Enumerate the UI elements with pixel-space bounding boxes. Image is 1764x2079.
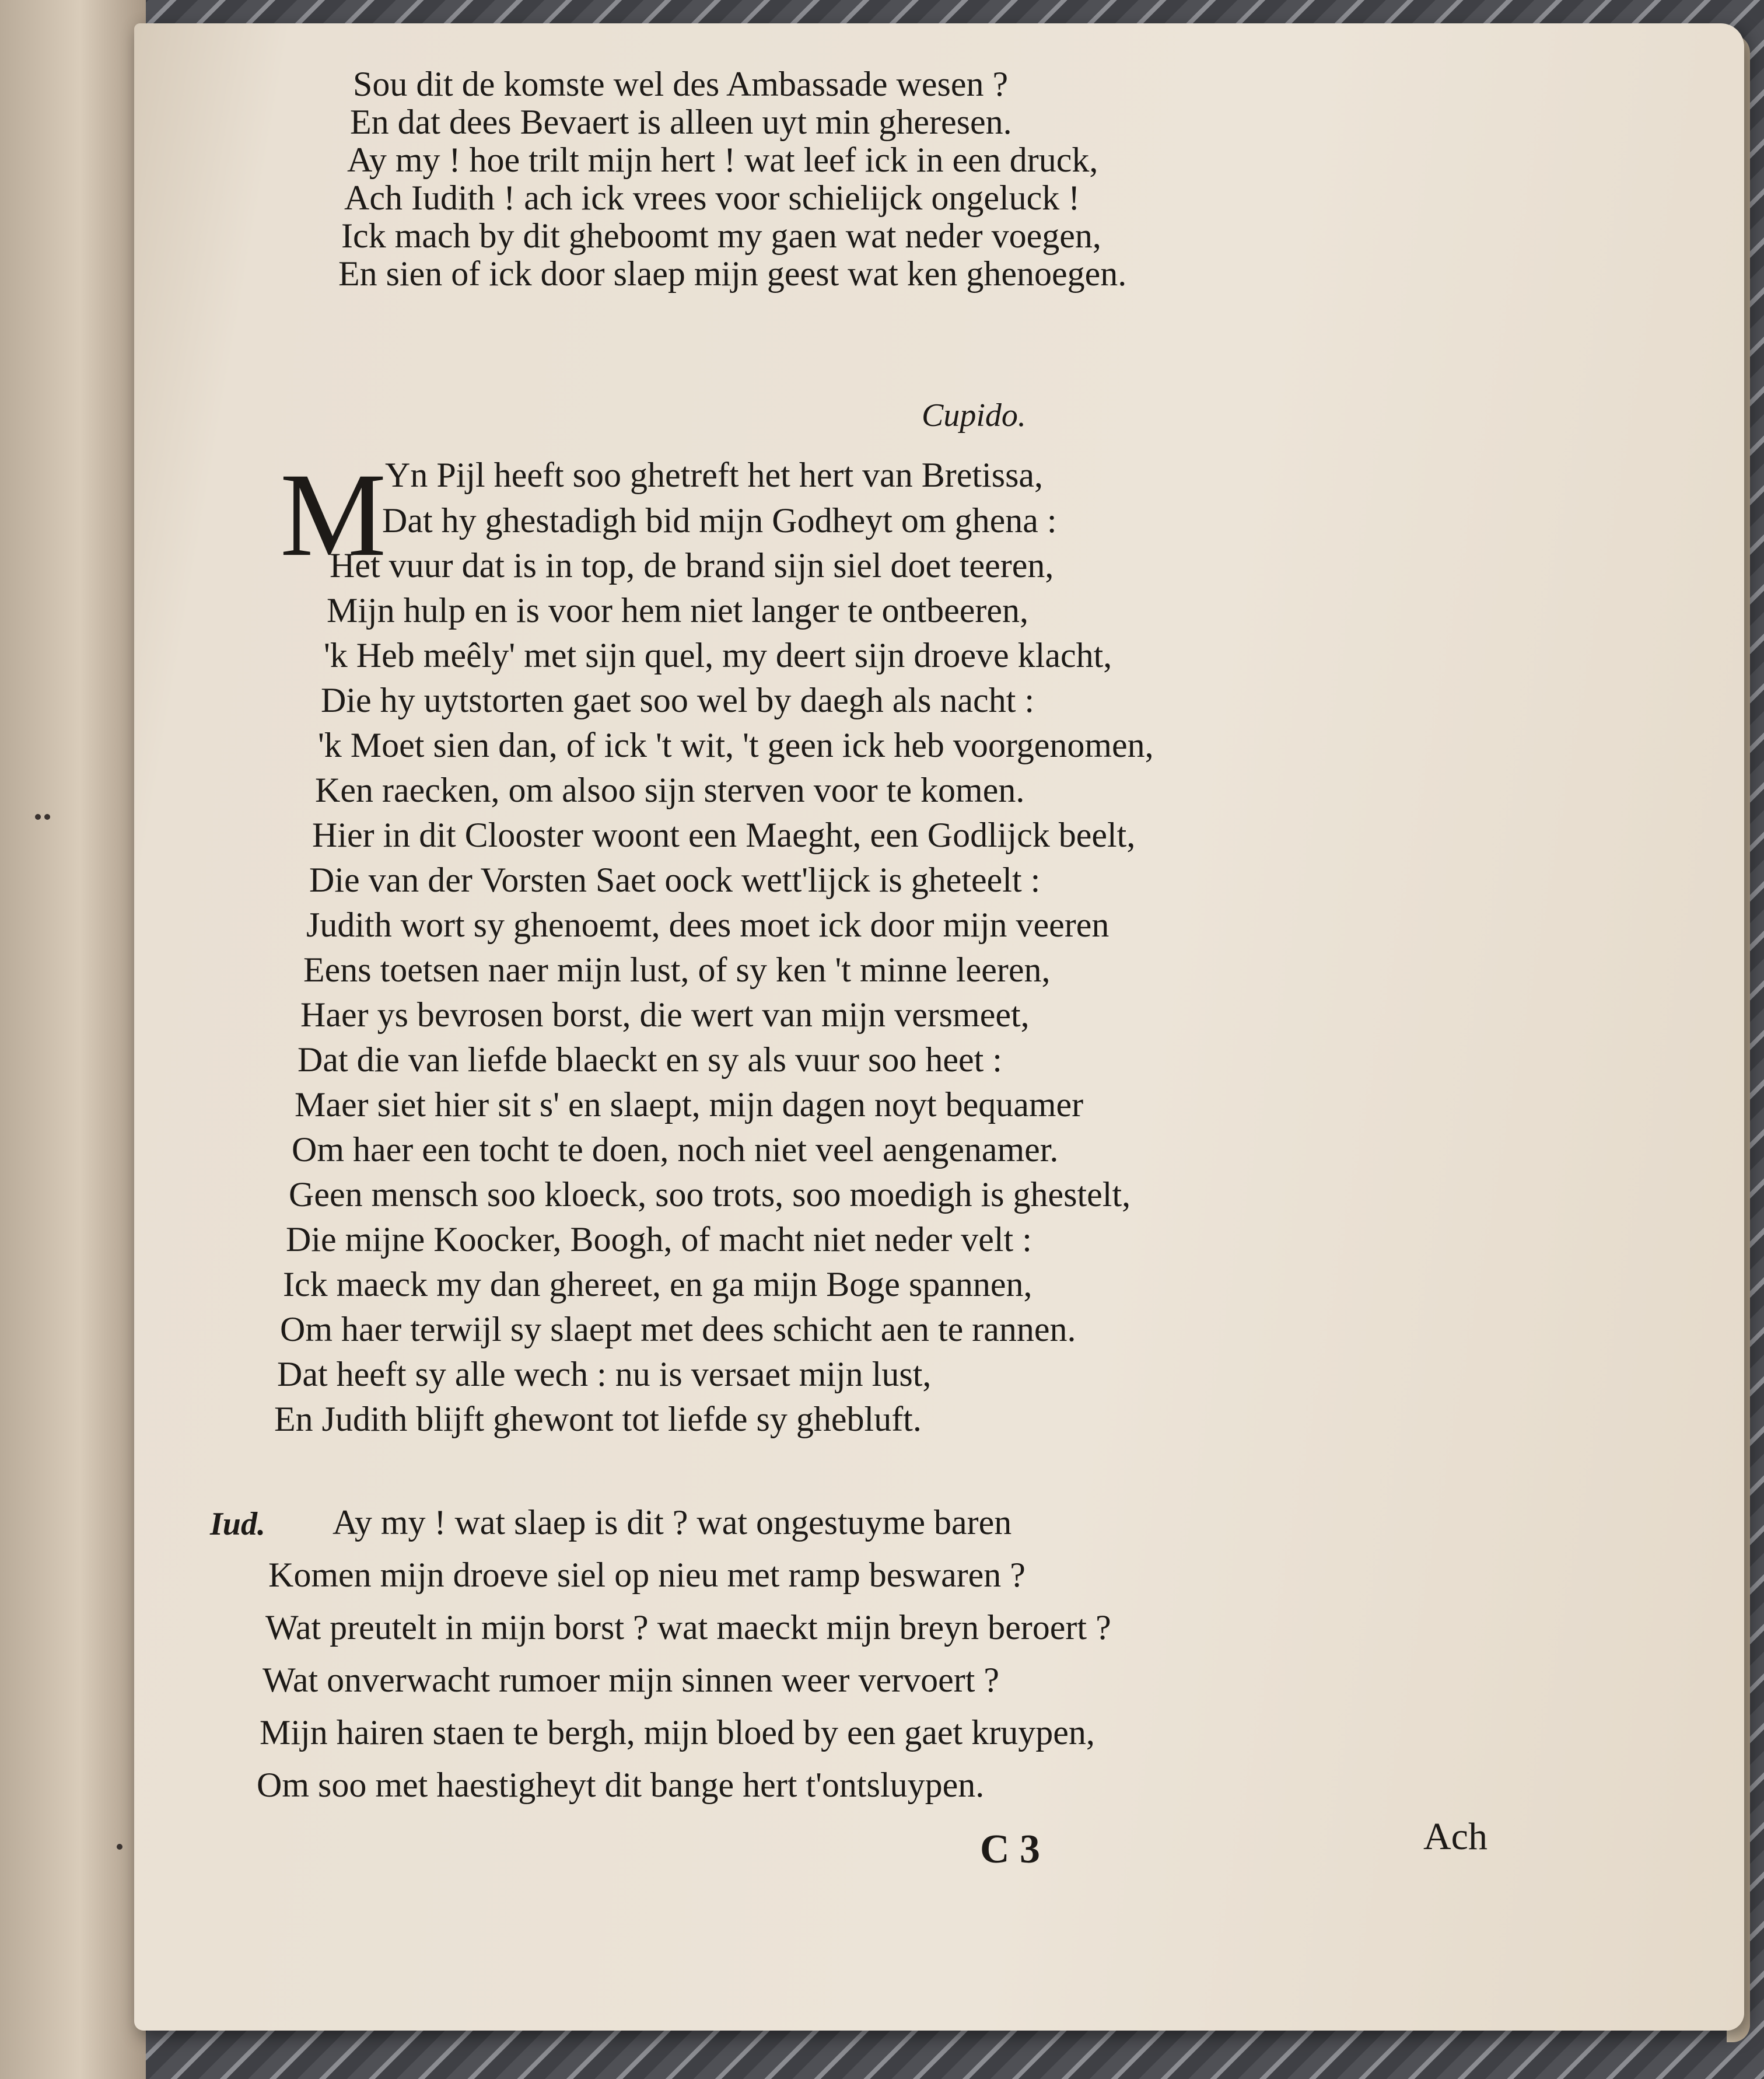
verse-line: Ay my ! wat slaep is dit ? wat ongestuyme baren (332, 1503, 1012, 1542)
verse-line: Ay my ! hoe trilt mijn hert ! wat leef ick in een druck, (347, 141, 1098, 179)
speaker-tag: Iud. (210, 1506, 265, 1542)
verse-line: Dat heeft sy alle wech : nu is versaet mijn lust, (277, 1355, 932, 1393)
verse-line: Hier in dit Clooster woont een Maeght, een Godlijck beelt, (312, 816, 1136, 854)
verse-line: Sou dit de komste wel des Ambassade wesen ? (353, 65, 1009, 103)
verse-line: Ach Iudith ! ach ick vrees voor schielijck ongeluck ! (344, 179, 1080, 217)
verse-line: En Judith blijft ghewont tot liefde sy ghebluft. (274, 1400, 922, 1438)
verse-line: Yn Pijl heeft soo ghetreft het hert van Bretissa, (385, 456, 1044, 494)
verse-line: Ick mach by dit gheboomt my gaen wat neder voegen, (341, 216, 1101, 255)
verse-line: Geen mensch soo kloeck, soo trots, soo moedigh is ghestelt, (289, 1175, 1131, 1214)
verse-line: Die mijne Koocker, Boogh, of macht niet neder velt : (286, 1220, 1032, 1259)
verse-line: Maer siet hier sit s' en slaept, mijn dagen noyt bequamer (295, 1085, 1084, 1124)
verse-line: 'k Moet sien dan, of ick 't wit, 't geen ick heb voorgenomen, (318, 726, 1154, 764)
verse-line: Mijn hairen staen te bergh, mijn bloed by een gaet kruypen, (260, 1713, 1095, 1752)
verse-line: 'k Heb meêly' met sijn quel, my deert sijn droeve klacht, (324, 636, 1112, 675)
verse-line: Dat hy ghestadigh bid mijn Godheyt om ghena : (382, 501, 1057, 540)
verse-line: Dat die van liefde blaeckt en sy als vuur soo heet : (298, 1040, 1002, 1079)
verse-line: Judith wort sy ghenoemt, dees moet ick door mijn veeren (306, 906, 1110, 944)
verse-line: Ken raecken, om alsoo sijn sterven voor te komen. (315, 771, 1025, 809)
speaker-heading: Cupido. (922, 397, 1026, 434)
verse-line: Komen mijn droeve siel op nieu met ramp beswaren ? (268, 1556, 1026, 1594)
drop-cap: M (280, 449, 387, 581)
verse-line: Om soo met haestigheyt dit bange hert t'ontsluypen. (257, 1766, 985, 1804)
verse-line: Om haer een tocht te doen, noch niet veel aengenamer. (292, 1130, 1059, 1169)
ink-speck (44, 814, 50, 820)
verse-line: Haer ys bevrosen borst, die wert van mijn versmeet, (300, 995, 1030, 1034)
verse-line: En sien of ick door slaep mijn geest wat ken ghenoegen. (338, 254, 1127, 293)
signature-mark: C 3 (980, 1827, 1041, 1872)
verse-line: Wat onverwacht rumoer mijn sinnen weer vervoert ? (262, 1661, 1000, 1699)
verse-line: Die hy uytstorten gaet soo wel by daegh als nacht : (321, 681, 1035, 719)
verse-line: Die van der Vorsten Saet oock wett'lijck is gheteelt : (309, 861, 1041, 899)
verse-line: Wat preutelt in mijn borst ? wat maeckt mijn breyn beroert ? (265, 1608, 1111, 1647)
page-text (134, 23, 1744, 2031)
verse-line: Mijn hulp en is voor hem niet langer te ontbeeren, (327, 591, 1029, 630)
ink-speck (35, 814, 41, 820)
verse-line: Eens toetsen naer mijn lust, of sy ken 't minne leeren, (303, 951, 1051, 989)
verse-line: Om haer terwijl sy slaept met dees schicht aen te rannen. (280, 1310, 1076, 1348)
verse-line: En dat dees Bevaert is alleen uyt min gheresen. (350, 103, 1012, 141)
book-page (134, 23, 1744, 2031)
verse-line: Ick maeck my dan ghereet, en ga mijn Boge spannen, (283, 1265, 1032, 1304)
facing-page-edge (0, 0, 146, 2079)
ink-speck (117, 1844, 123, 1850)
catchword: Ach (1423, 1815, 1488, 1858)
verse-line: Het vuur dat is in top, de brand sijn siel doet teeren, (330, 546, 1054, 585)
